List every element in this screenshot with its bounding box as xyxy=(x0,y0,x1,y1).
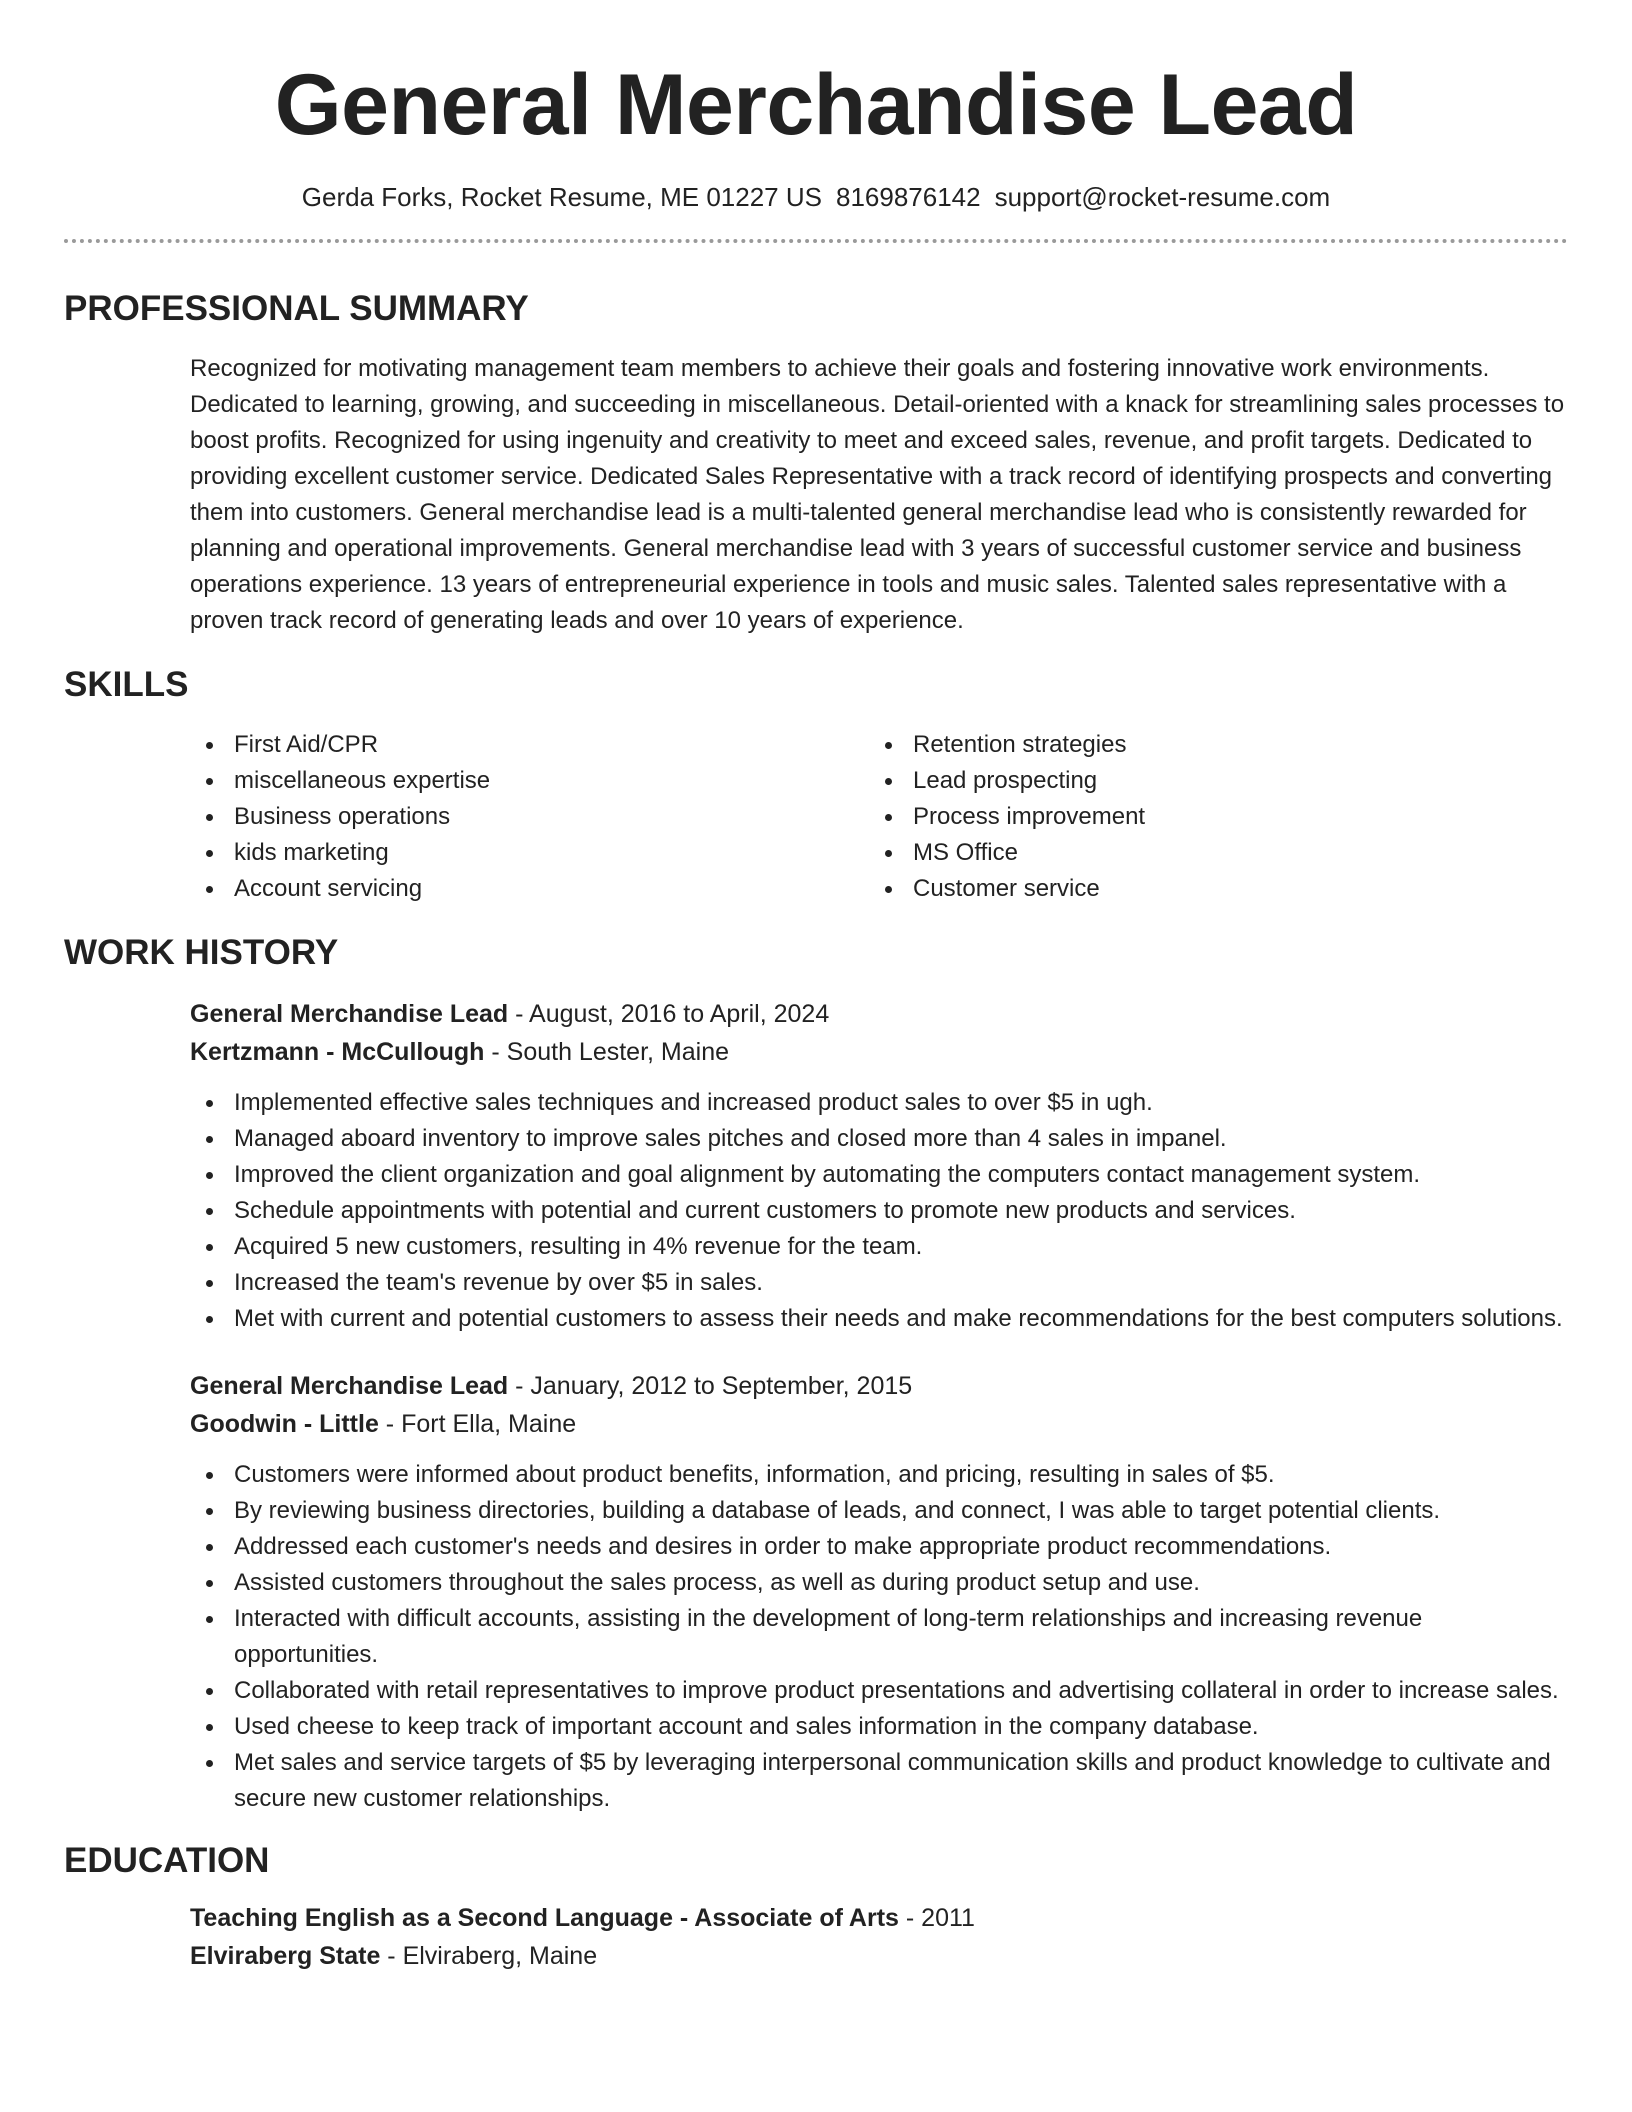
education-year: - 2011 xyxy=(898,1904,975,1932)
job-bullet: Improved the client organization and goal alignment by automating the computers contact management system. xyxy=(190,1157,1568,1193)
skills-column-right xyxy=(869,727,1548,907)
job-company: Kertzmann - McCullough xyxy=(190,1038,485,1066)
job-bullet: Interacted with difficult accounts, assisting in the development of long-term relationships and increasing revenue opportunities. xyxy=(190,1601,1568,1673)
job-bullet: Met sales and service targets of $5 by leveraging interpersonal communication skills and product knowledge to cultivate and secure new customer relationships. xyxy=(190,1745,1568,1817)
job-role: General Merchandise Lead xyxy=(190,1372,509,1400)
job-bullet: Managed aboard inventory to improve sales pitches and closed more than 4 sales in impanel. xyxy=(190,1121,1568,1157)
skill-item: Lead prospecting xyxy=(869,763,1548,799)
job-role: General Merchandise Lead xyxy=(190,1000,509,1028)
job-company-line xyxy=(190,1033,1568,1071)
section-title-skills: SKILLS xyxy=(64,665,189,704)
job-bullets xyxy=(190,1085,1568,1337)
job-bullet: Used cheese to keep track of important account and sales information in the company database. xyxy=(190,1709,1568,1745)
job-location: - Fort Ella, Maine xyxy=(378,1410,577,1438)
skill-item: Process improvement xyxy=(869,799,1548,835)
skill-item: Account servicing xyxy=(190,871,869,907)
job-bullet: Collaborated with retail representatives to improve product presentations and advertising collateral in order to increase sales. xyxy=(190,1673,1568,1709)
education-school-line xyxy=(190,1937,1568,1975)
header-divider xyxy=(64,239,1568,243)
skill-item: First Aid/CPR xyxy=(190,727,869,763)
skill-item: Customer service xyxy=(869,871,1548,907)
job-company-line xyxy=(190,1405,1568,1443)
summary-text: Recognized for motivating management team members to achieve their goals and fostering innovative work environments. Dedicated to learning, growing, and succeeding in miscellaneous. Detail-oriented with a knack for streamlining sales processes to boost profits. Recognized for using ingenuity and creativity to meet and exceed sales, revenue, and profit targets. Dedicated to providing excellent customer service. Dedicated Sales Representative with a track record of identifying prospects and converting them into customers. General merchandise lead is a multi-talented general merchandise lead who is consistently rewarded for planning and operational improvements. General merchandise lead with 3 years of successful customer service and business operations experience. 13 years of entrepreneurial experience in tools and music sales. Talented sales representative with a proven track record of generating leads and over 10 years of experience. xyxy=(190,355,1565,634)
job-bullet: Implemented effective sales techniques and increased product sales to over $5 in ugh. xyxy=(190,1085,1568,1121)
skill-item: kids marketing xyxy=(190,835,869,871)
section-title-summary: PROFESSIONAL SUMMARY xyxy=(64,289,529,328)
contact-line xyxy=(64,182,1568,213)
contact-address: Gerda Forks, Rocket Resume, ME 01227 US xyxy=(301,182,822,212)
skill-item: MS Office xyxy=(869,835,1548,871)
skills-list xyxy=(190,727,1568,907)
section-title-work-history: WORK HISTORY xyxy=(64,933,339,972)
job-location: - South Lester, Maine xyxy=(484,1038,730,1066)
job-entry xyxy=(190,1367,1568,1817)
skill-item: Business operations xyxy=(190,799,869,835)
education-school: Elviraberg State xyxy=(190,1942,381,1970)
job-bullet: Acquired 5 new customers, resulting in 4% revenue for the team. xyxy=(190,1229,1568,1265)
resume-page xyxy=(64,54,1568,1975)
job-bullet: Assisted customers throughout the sales process, as well as during product setup and use. xyxy=(190,1565,1568,1601)
job-bullet: By reviewing business directories, building a database of leads, and connect, I was able to target potential clients. xyxy=(190,1493,1568,1529)
resume-name: General Merchandise Lead xyxy=(274,57,1358,153)
job-dates: - January, 2012 to September, 2015 xyxy=(508,1372,913,1400)
job-dates: - August, 2016 to April, 2024 xyxy=(508,1000,830,1028)
job-bullet: Increased the team's revenue by over $5 in sales. xyxy=(190,1265,1568,1301)
job-bullets xyxy=(190,1457,1568,1817)
job-bullet: Met with current and potential customers to assess their needs and make recommendations for the best computers solutions. xyxy=(190,1301,1568,1337)
skills-column-left xyxy=(190,727,869,907)
job-entry xyxy=(190,995,1568,1337)
job-bullet: Customers were informed about product benefits, information, and pricing, resulting in sales of $5. xyxy=(190,1457,1568,1493)
skill-item: miscellaneous expertise xyxy=(190,763,869,799)
job-bullet: Schedule appointments with potential and current customers to promote new products and services. xyxy=(190,1193,1568,1229)
education-entry xyxy=(190,1899,1568,1975)
education-degree: Teaching English as a Second Language - Associate of Arts xyxy=(190,1904,899,1932)
job-title-line xyxy=(190,1367,1568,1405)
job-company: Goodwin - Little xyxy=(190,1410,379,1438)
skill-item: Retention strategies xyxy=(869,727,1548,763)
education-location: - Elviraberg, Maine xyxy=(380,1942,598,1970)
contact-email[interactable]: support@rocket-resume.com xyxy=(994,182,1331,212)
section-title-education: EDUCATION xyxy=(64,1841,270,1880)
contact-phone: 8169876142 xyxy=(835,182,981,212)
job-bullet: Addressed each customer's needs and desires in order to make appropriate product recommendations. xyxy=(190,1529,1568,1565)
education-degree-line xyxy=(190,1899,1568,1937)
job-title-line xyxy=(190,995,1568,1033)
